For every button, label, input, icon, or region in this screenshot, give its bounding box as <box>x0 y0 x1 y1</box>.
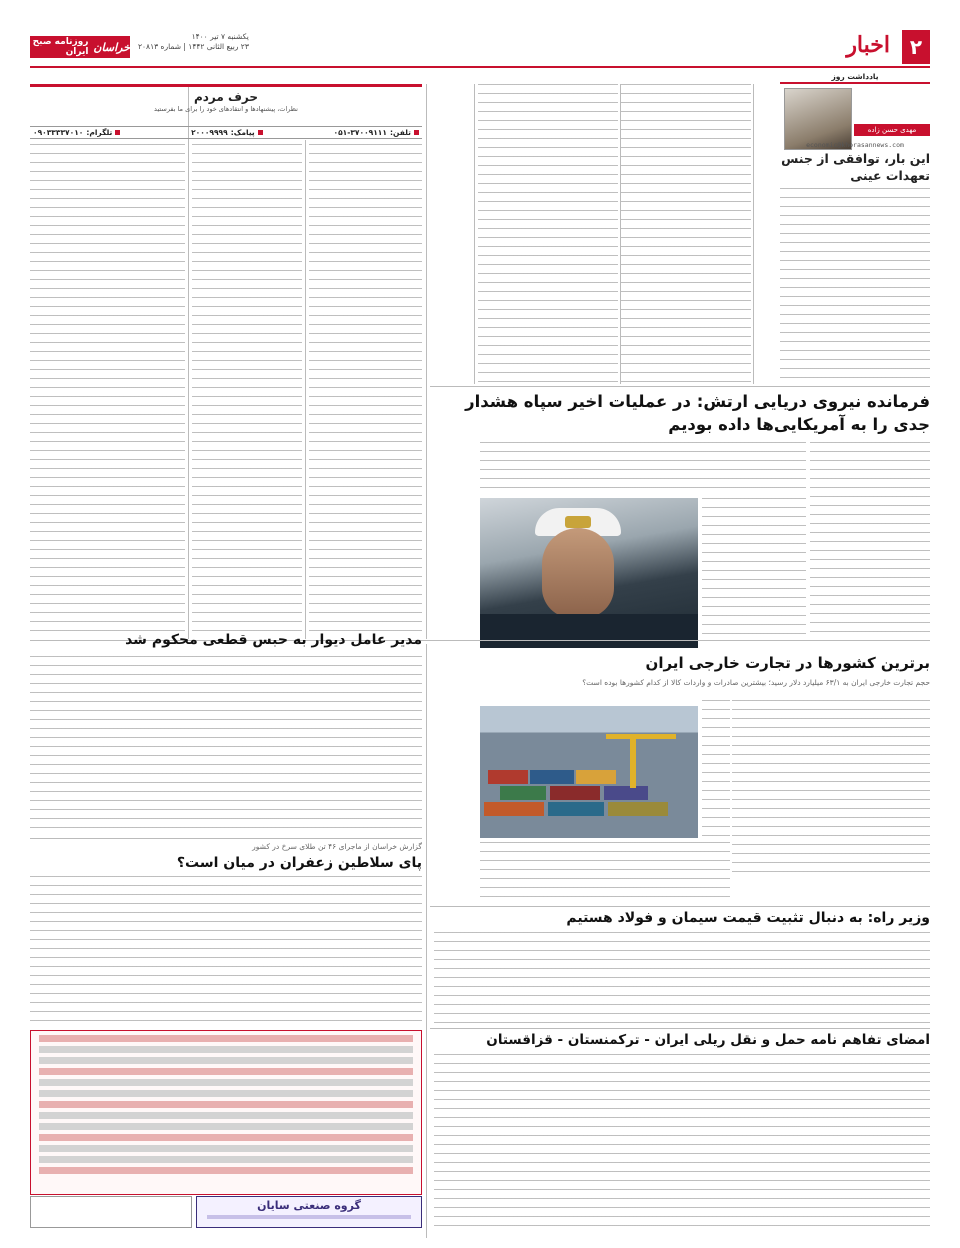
ad-line <box>39 1079 413 1086</box>
column-rule <box>753 84 754 384</box>
section-divider <box>30 838 422 839</box>
trade-headline: برترین کشورها در تجارت خارجی ایران <box>645 654 930 672</box>
ad-line <box>207 1215 411 1219</box>
ad-line <box>39 1112 413 1119</box>
rail-body <box>434 1054 930 1234</box>
prison-body <box>30 656 422 834</box>
section-divider <box>430 906 930 907</box>
section-divider <box>430 1028 930 1029</box>
section-divider <box>430 386 930 387</box>
port-photo <box>480 706 698 838</box>
hotline-header <box>30 84 422 113</box>
navy-body-2 <box>702 498 806 638</box>
navy-body <box>810 442 930 638</box>
newspaper-logo <box>30 36 130 58</box>
container <box>576 770 616 784</box>
hotline-messages <box>30 144 185 638</box>
page-number: ۲ <box>902 30 930 64</box>
ad-line <box>39 1046 413 1053</box>
section-title: اخبار <box>846 32 890 58</box>
container <box>488 770 528 784</box>
trade-body-3 <box>480 842 730 902</box>
sms-contact[interactable]: پیامک: ۲۰۰۰۹۹۹۹ <box>191 128 263 137</box>
hotline-messages <box>309 144 422 638</box>
ad-line <box>39 1156 413 1163</box>
hotline-messages <box>192 144 302 638</box>
column-rule <box>474 84 475 384</box>
phone-contact[interactable]: تلفن: ۰۵۱-۳۷۰۰۹۱۱۱ <box>334 128 420 137</box>
hotline-title: حرف مردم <box>193 90 259 104</box>
cement-body <box>434 932 930 1024</box>
column-tag: یادداشت روز <box>780 72 930 84</box>
trade-kicker: حجم تجارت خارجی ایران به ۶۳/۱ میلیارد دلار رسید؛ بیشترین صادرات و واردات کالا از کدام کشورها بوده است؟ <box>582 678 930 687</box>
column-rule <box>426 644 427 1238</box>
container <box>604 786 648 800</box>
issue-number: ۲۳ ربیع الثانی ۱۴۴۲ | شماره ۲۰۸۱۳ <box>138 42 249 51</box>
logo-tagline: روزنامه صبح ایران <box>32 37 89 57</box>
uniform <box>480 614 698 648</box>
container <box>484 802 544 816</box>
container <box>550 786 600 800</box>
ad-line <box>39 1145 413 1152</box>
sayan-advertisement[interactable] <box>196 1196 422 1228</box>
container <box>500 786 546 800</box>
trade-body-2 <box>702 700 730 838</box>
column-body-continued <box>621 84 751 384</box>
logo-brand: خراسان <box>93 40 130 54</box>
column-rule <box>188 84 189 639</box>
ad-line <box>39 1123 413 1130</box>
admiral-photo <box>480 498 698 648</box>
tender-advertisement[interactable] <box>30 1030 422 1195</box>
issue-info <box>138 32 249 52</box>
saffron-kicker: گزارش خراسان از ماجرای ۴۶ تن طلای سرخ در کشور <box>252 842 422 851</box>
saffron-body <box>30 876 422 1026</box>
navy-body-3 <box>480 442 806 494</box>
ad-line <box>39 1057 413 1064</box>
author-email[interactable]: economic@khorasannews.com <box>806 141 904 149</box>
saffron-headline: پای سلاطین زعفران در میان است؟ <box>176 855 422 871</box>
page-header <box>30 30 930 64</box>
column-body <box>780 188 930 384</box>
prison-headline: مدیر عامل دیوار به حبس قطعی محکوم شد <box>125 632 422 648</box>
bullet-icon <box>414 130 419 135</box>
trade-body <box>732 700 930 880</box>
hotline-contacts <box>30 126 422 139</box>
small-advertisement[interactable] <box>30 1196 192 1228</box>
ad-line <box>39 1035 413 1042</box>
bullet-icon <box>258 130 263 135</box>
bullet-icon <box>115 130 120 135</box>
cement-headline: وزیر راه: به دنبال تثبیت قیمت سیمان و فولاد هستیم <box>566 910 930 926</box>
telegram-contact[interactable]: تلگرام: ۰۹۰۳۳۳۳۷۰۱۰ <box>33 128 120 137</box>
column-body-continued <box>478 84 618 384</box>
ad-line <box>39 1068 413 1075</box>
navy-headline: فرمانده نیروی دریایی ارتش: در عملیات اخیر سپاه هشدار جدی را به آمریکایی‌ها داده بودیم <box>465 392 930 434</box>
column-headline: این بار، توافقی از جنس تعهدات عینی <box>781 151 930 183</box>
sayan-ad-title: گروه صنعتی سایان <box>257 1199 361 1212</box>
hotline-subtitle: نظرات، پیشنهادها و انتقادهای خود را برای ما بفرستید <box>154 105 298 113</box>
container <box>608 802 668 816</box>
author-name: مهدی حسن زاده <box>854 124 930 136</box>
rail-headline: امضای تفاهم نامه حمل و نقل ریلی ایران - ترکمنستان - قزاقستان <box>486 1032 930 1048</box>
ad-line <box>39 1134 413 1141</box>
column-rule <box>426 84 427 639</box>
face <box>542 528 614 618</box>
ad-line <box>39 1167 413 1174</box>
container <box>548 802 604 816</box>
header-divider <box>30 66 930 68</box>
ad-line <box>39 1101 413 1108</box>
crane <box>630 736 636 788</box>
issue-date: یکشنبه ۷ تیر ۱۴۰۰ <box>191 32 249 41</box>
container <box>530 770 574 784</box>
column-rule <box>305 140 306 639</box>
crane-arm <box>606 734 676 739</box>
ad-line <box>39 1090 413 1097</box>
